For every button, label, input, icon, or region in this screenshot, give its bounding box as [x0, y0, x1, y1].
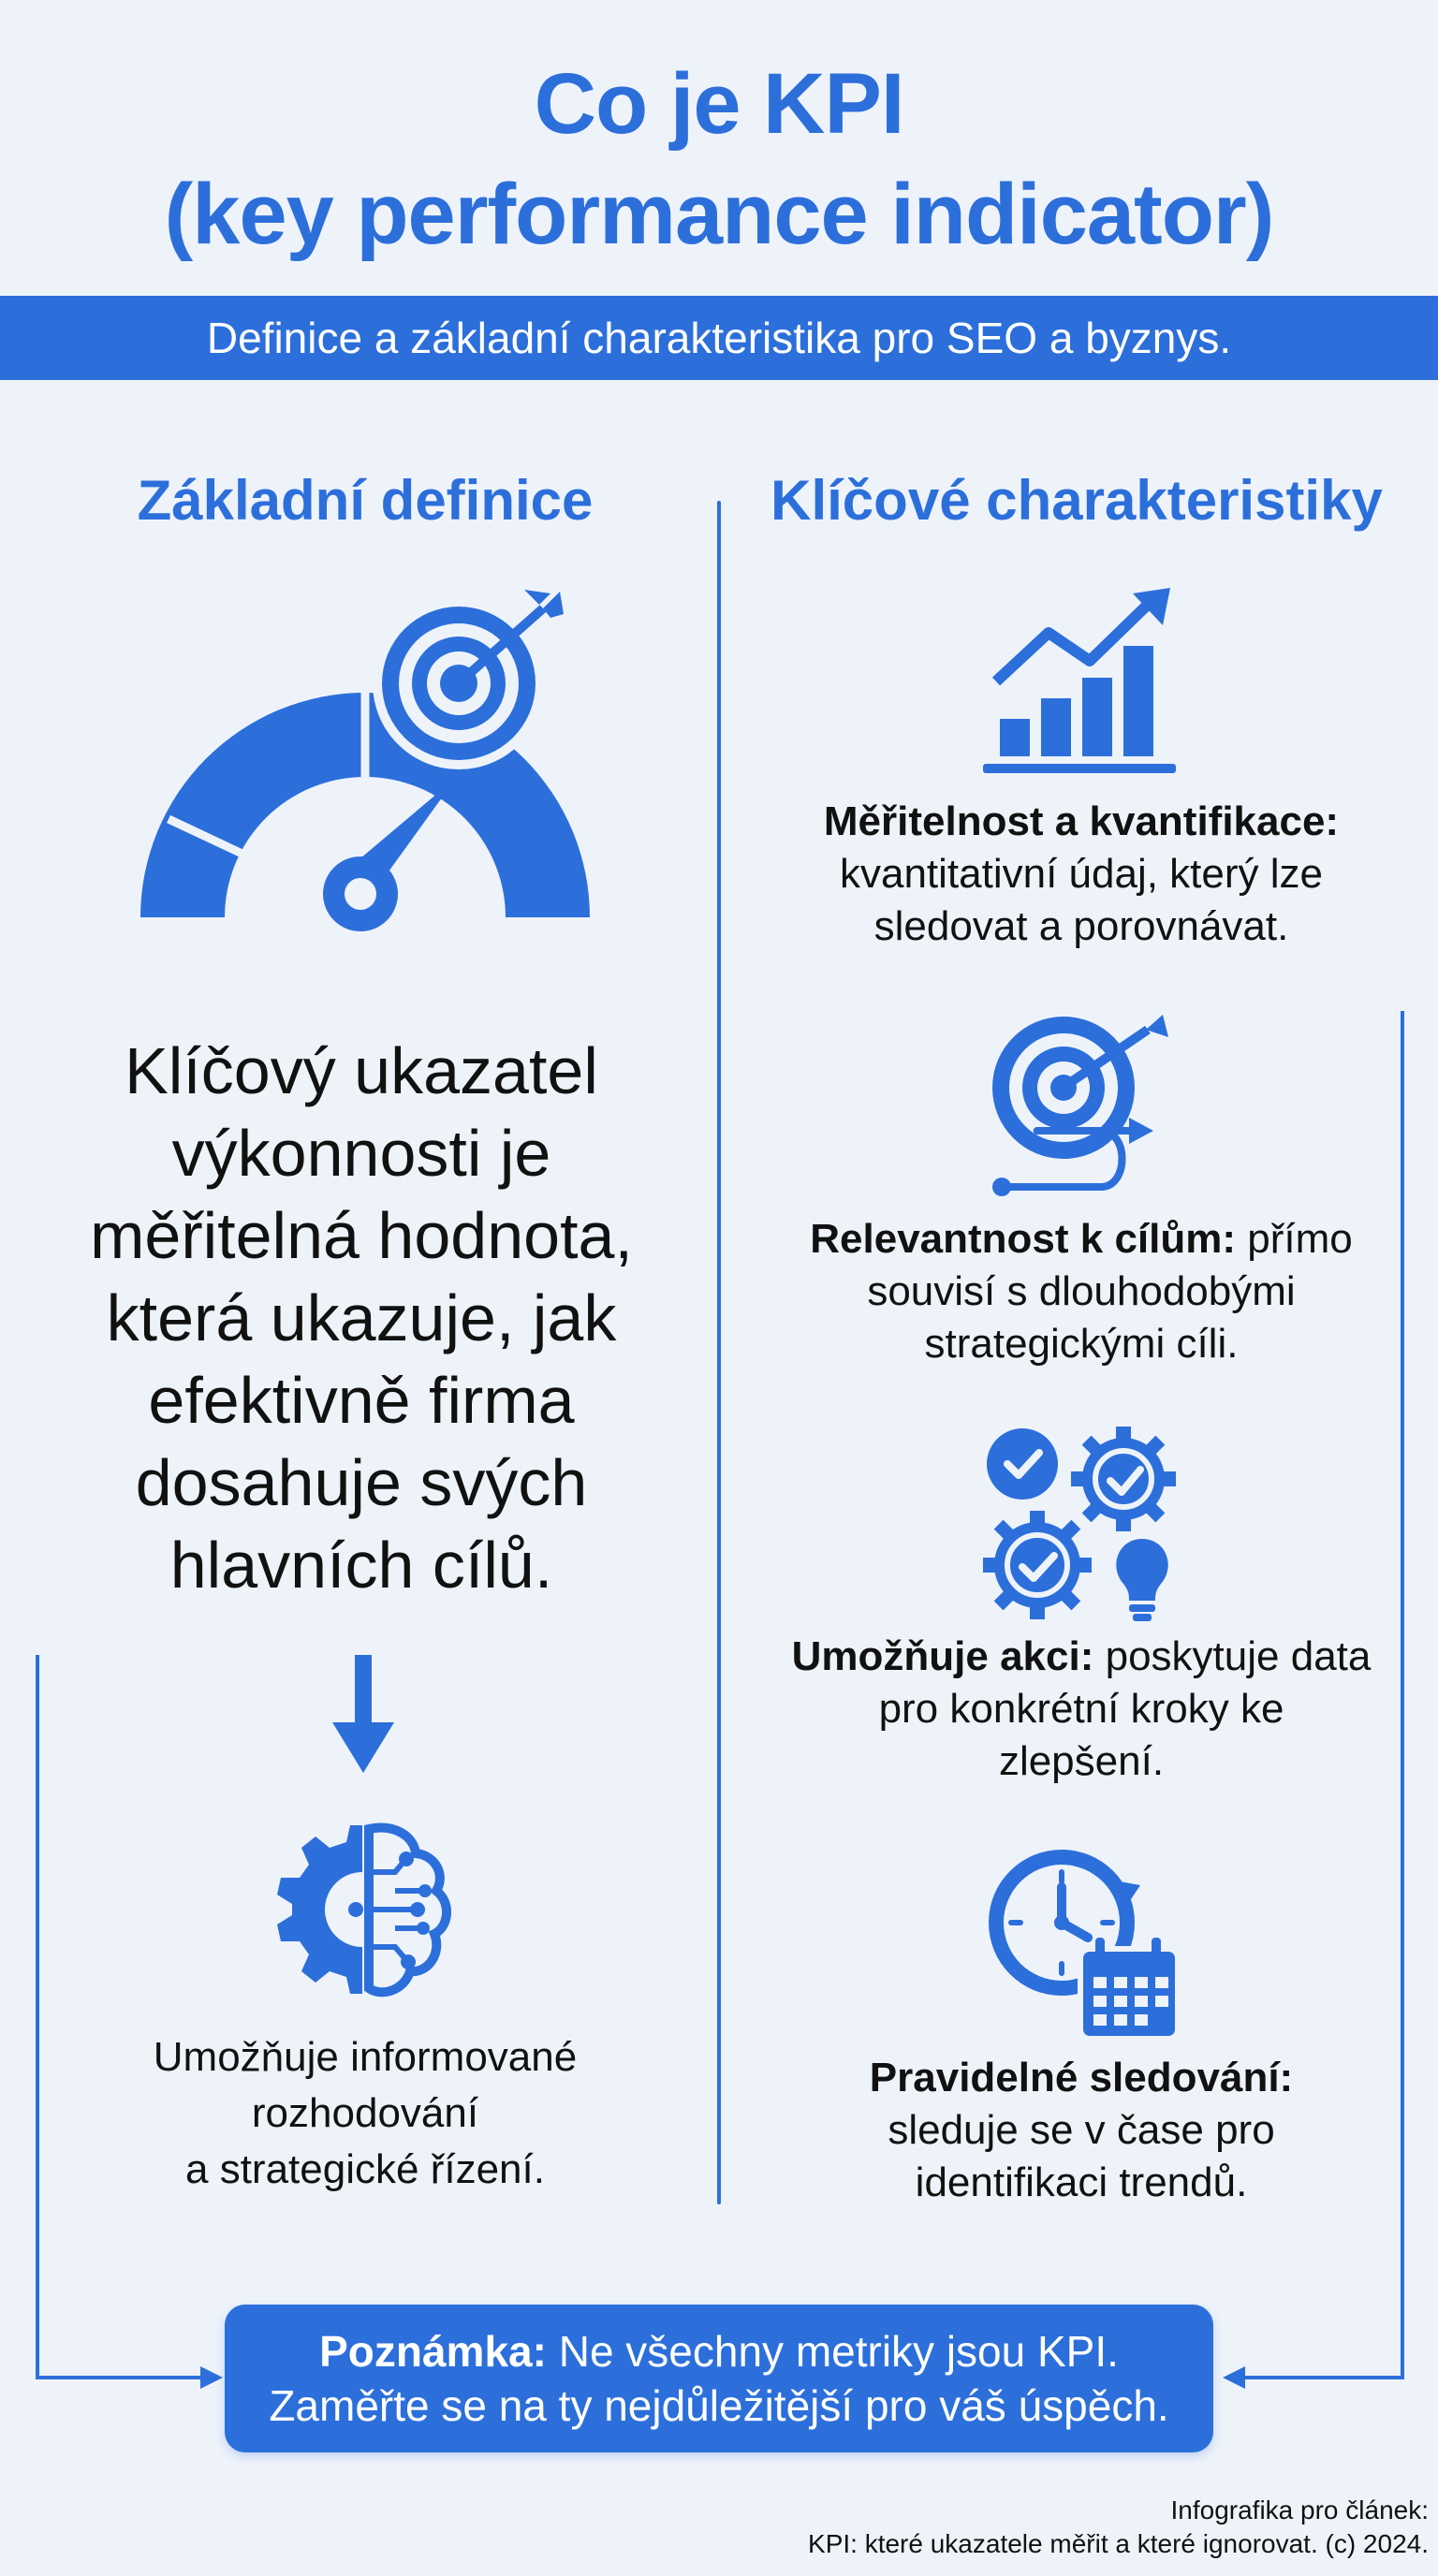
down-arrow-icon	[332, 1655, 394, 1777]
note-label: Poznámka:	[319, 2327, 547, 2376]
note-line-1	[319, 2324, 1119, 2378]
subtitle: Definice a základní charakteristika pro SEO a byznys.	[206, 314, 1232, 362]
title-line-2: (key performance indicator)	[164, 167, 1274, 262]
note-text-1: Ne všechny metriky jsou KPI.	[558, 2327, 1119, 2376]
page-title	[0, 49, 1438, 270]
title-line-1: Co je KPI	[534, 56, 904, 152]
characteristic-3-text: poskytuje data pro konkrétní kroky ke zlepšení.	[878, 1633, 1372, 1784]
characteristic-1-text: kvantitativní údaj, který lze sledovat a porovnávat.	[839, 851, 1323, 949]
target-path-icon	[989, 1013, 1176, 1196]
gauge-target-icon	[131, 590, 599, 964]
note-box	[225, 2305, 1213, 2452]
characteristic-2-title: Relevantnost k cílům:	[810, 1216, 1237, 1262]
footer-credit	[586, 2494, 1429, 2561]
right-connector-arrow-icon	[1217, 1011, 1404, 2389]
subtitle-banner	[0, 296, 1438, 380]
characteristic-1	[791, 796, 1372, 953]
footer-line-2: KPI: které ukazatele měřit a které ignorovat. (c) 2024.	[808, 2529, 1429, 2558]
left-caption-line-2: rozhodování	[251, 2090, 479, 2136]
gear-brain-icon	[264, 1816, 461, 2012]
characteristic-1-title: Měřitelnost a kvantifikace:	[823, 798, 1340, 844]
characteristic-4-text: sleduje se v čase pro identifikaci trendů.	[888, 2107, 1275, 2205]
left-caption-line-3: a strategické řízení.	[185, 2146, 545, 2192]
characteristic-2-text: přímo souvisí s dlouhodobými strategickými cíli.	[867, 1216, 1353, 1367]
gears-lightbulb-icon	[983, 1427, 1180, 1623]
center-divider	[717, 501, 721, 2204]
clock-calendar-icon	[983, 1844, 1180, 2041]
characteristic-4-title: Pravidelné sledování:	[869, 2055, 1294, 2100]
characteristic-3-title: Umožňuje akci:	[791, 1633, 1094, 1679]
footer-line-1: Infografika pro článek:	[1170, 2496, 1429, 2525]
left-connector-arrow-icon	[36, 1655, 232, 2385]
kpi-definition: Klíčový ukazatel výkonnosti je měřitelná hodnota, která ukazuje, jak efektivně firma dosahuje svých hlavních cílů.	[90, 1034, 633, 1602]
right-section-heading: Klíčové charakteristiky	[770, 469, 1383, 532]
bar-chart-growth-icon	[983, 588, 1180, 775]
note-line-2: Zaměřte se na ty nejdůležitější pro váš úspěch.	[269, 2381, 1169, 2430]
left-section-heading: Základní definice	[137, 469, 594, 532]
left-caption-line-1: Umožňuje informované	[153, 2034, 578, 2080]
